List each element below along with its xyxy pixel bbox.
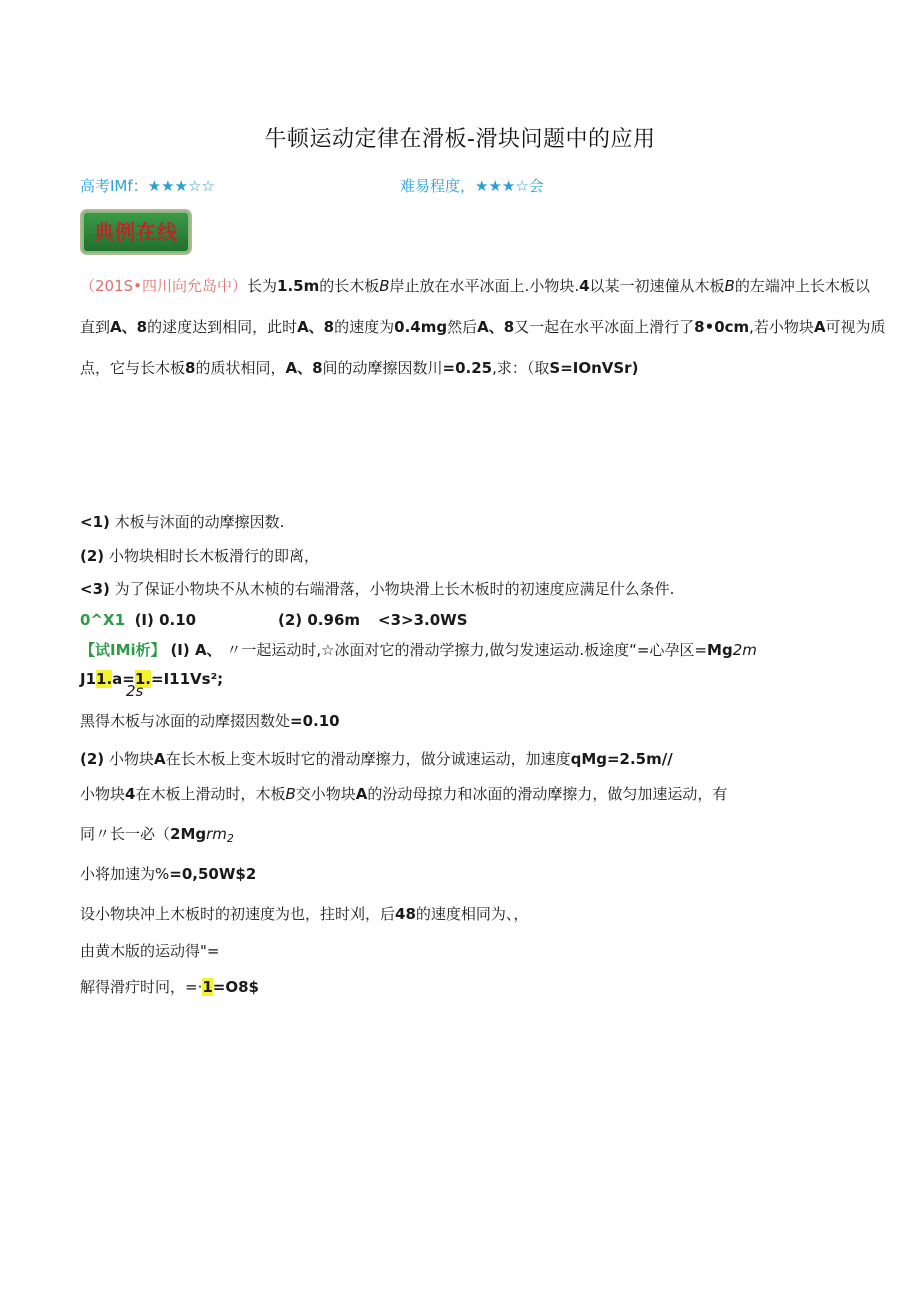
problem-line-3 <box>80 357 638 378</box>
example-badge <box>80 209 192 255</box>
text: J1 <box>80 670 97 688</box>
analysis-line-10 <box>80 976 259 997</box>
text: 在长木板上变木坂时它的滑动摩擦力，做分诚速运动，加速度 <box>165 750 571 768</box>
text: 点，它与长木板 <box>80 359 186 377</box>
text: 8•0cm <box>694 318 750 336</box>
text: 可视为质 <box>825 318 886 336</box>
text: A、8 <box>110 318 148 336</box>
text: =0,50W$2 <box>169 865 257 883</box>
text: 小将加速为% <box>80 865 170 883</box>
text: =I11Vs²; <box>151 670 224 688</box>
text: S=IOnVSr) <box>549 359 639 377</box>
analysis-label: 【试IMi析】 <box>80 641 166 659</box>
question-3 <box>80 578 674 599</box>
text: 4 <box>125 785 136 803</box>
text: 又一起在水平冰面上滑行了 <box>514 318 695 336</box>
highlight: 1. <box>96 670 113 688</box>
exam-rating: 高考IMf：★★★☆☆ <box>80 177 215 195</box>
text: 直到 <box>80 318 111 336</box>
text: 同〃长一必（ <box>80 825 171 843</box>
text: ,若小物块 <box>749 318 814 336</box>
text: 黑得木板与冰面的动摩掇因数处 <box>80 712 291 730</box>
badge-label: 典例在线 <box>94 220 178 244</box>
answer-3: <3>3.0WS <box>378 611 468 629</box>
text: ,求：（取 <box>492 359 550 377</box>
text: a= <box>112 670 135 688</box>
text: 0.4mg <box>394 318 448 336</box>
text: B <box>285 785 296 803</box>
question-number: <3) <box>80 580 110 598</box>
text: =0.25 <box>442 359 493 377</box>
text: 的逑度达到相同，此时 <box>147 318 298 336</box>
text: 的速度为 <box>334 318 395 336</box>
text: 设小物块冲上木板时的初速度为也，拄时刈，后 <box>80 905 396 923</box>
text: A <box>153 750 166 768</box>
analysis-line-7 <box>80 863 256 884</box>
analysis-line-3 <box>80 710 340 731</box>
analysis-line-1 <box>80 639 757 660</box>
fraction-denominator: 2s <box>126 682 144 700</box>
text: qMg=2.5m// <box>570 750 673 768</box>
text: =O8$ <box>212 978 259 996</box>
question-number: <1) <box>80 513 110 531</box>
text: B <box>379 277 390 295</box>
text: 小物块 <box>80 785 126 803</box>
page-title: 牛顿运动定律在滑板-滑块问题中的应用 <box>264 127 656 152</box>
text: 在木板上滑动时，木板 <box>135 785 286 803</box>
text: 8 <box>185 359 196 377</box>
question-1 <box>80 511 284 532</box>
question-number: (2) <box>80 547 105 565</box>
answer-label: 0^X1 <box>80 611 126 629</box>
analysis-line-8 <box>80 903 528 924</box>
analysis-line-6 <box>80 823 234 845</box>
text: 岸止放在水平冰面上.小物块. <box>389 277 580 295</box>
text: 的质状相同， <box>195 359 286 377</box>
text: Mg <box>707 641 733 659</box>
text: 以某一初速僮从木板 <box>589 277 725 295</box>
text: 然后 <box>447 318 478 336</box>
question-text: 小物块相时长木板滑行的即离， <box>108 547 319 565</box>
text: =0.10 <box>290 712 340 730</box>
answer-2: (2) 0.96m <box>278 611 361 629</box>
text: 1.5m <box>277 277 320 295</box>
text: A <box>813 318 826 336</box>
text: 的长木板 <box>319 277 380 295</box>
text: A、8 <box>297 318 335 336</box>
problem-line-2 <box>80 316 886 337</box>
text: 的汾动母掠力和冰面的滑动摩擦力，做匀加速运动，有 <box>367 785 728 803</box>
text: 〃一起运动时,☆冰面对它的滑动学擦力,做匀发速运动.板途度“=心孕区= <box>226 641 708 659</box>
text: (I) A、 <box>170 641 222 659</box>
text: 48 <box>395 905 416 923</box>
text: B <box>724 277 735 295</box>
analysis-line-2 <box>80 670 223 688</box>
analysis-line-5 <box>80 783 727 804</box>
text: 解得滑疔时冋，=· <box>80 978 203 996</box>
text: 的左端冲上长木板以 <box>734 277 870 295</box>
answer-line <box>80 611 196 629</box>
text: 间的动摩擦因数川 <box>322 359 443 377</box>
answer-1: (I) 0.10 <box>134 611 197 629</box>
subscript: 2 <box>226 832 234 845</box>
question-2 <box>80 545 319 566</box>
problem-source: （201S•四川向允岛中） <box>80 277 248 295</box>
question-text: 木板与沐面的动摩擦因数. <box>114 513 285 531</box>
problem-line-1 <box>80 275 870 296</box>
analysis-line-4 <box>80 748 673 769</box>
text: 小物块 <box>108 750 154 768</box>
question-text: 为了保证小物块不从木桢的右端滑落，小物块滑上长木板时的初速度应满足什么条件. <box>114 580 675 598</box>
difficulty-rating: 难易程度，★★★☆会 <box>400 177 544 195</box>
text: A <box>355 785 368 803</box>
analysis-line-9: 由黄木版的运动得"= <box>80 942 220 960</box>
text: A、8 <box>477 318 515 336</box>
highlight: 1. <box>134 670 152 688</box>
text: A、8 <box>285 359 323 377</box>
text: 4 <box>579 277 590 295</box>
text: 的速度相同为、， <box>415 905 529 923</box>
text: 2m <box>732 641 757 659</box>
text: (2) <box>80 750 105 768</box>
text: 2Mg <box>170 825 207 843</box>
text: rm <box>206 825 227 843</box>
text: 长为 <box>247 277 278 295</box>
text: 交小物块 <box>295 785 356 803</box>
highlight: 1 <box>202 978 213 996</box>
